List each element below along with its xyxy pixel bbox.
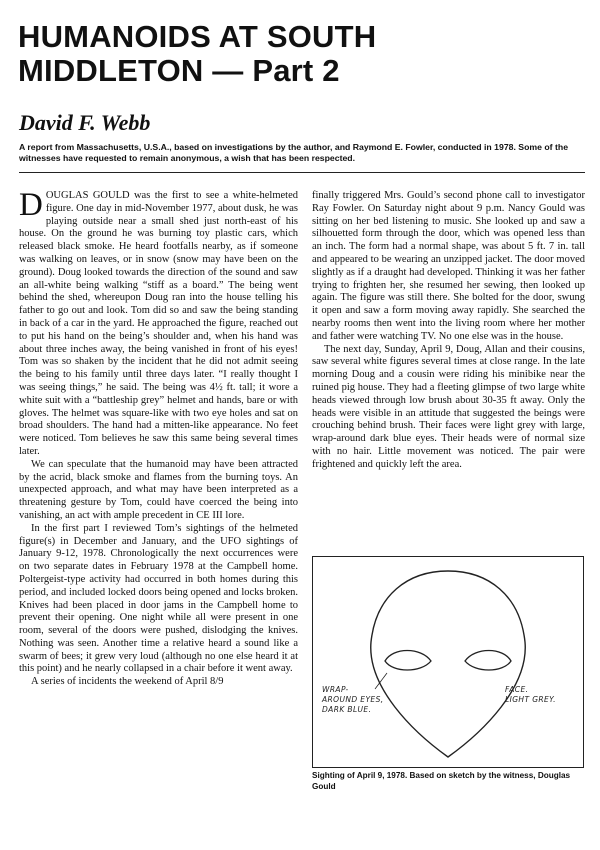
drop-cap: D [19,187,43,223]
article-title [18,20,578,88]
head-outline [371,571,525,757]
header-divider [19,172,585,173]
sketch-label-face: FACE. LIGHT GREY. [505,685,556,704]
body-paragraph: The next day, Sunday, April 9, Doug, Allan and their cousins, saw several white figures several times at close range. In the late morning Doug and a cousin were riding his minibike near the ruined pig house. They had a fleeting glimpse of two large white heads viewed through low brush about 30-35 ft away. Only the heads were visible in an attitude that suggested the beings were crouching behind brush. Their faces were light grey with large, wrap-around dark blue eyes. Their heads were of normal size with no hair. Little movement was noticed. The pair were frightened and quickly left the area. [312,343,585,470]
body-column-right [312,190,585,472]
body-column-left [19,187,298,689]
body-paragraph: A series of incidents the weekend of April 8/9 [31,676,224,688]
right-eye [465,651,511,671]
intro-standfirst: A report from Massachusetts, U.S.A., based on investigations by the author, and Raymond E. Fowler, conducted in 1978. Some of the witnesses have requested to remain anonymous, a wish that has been respected. [19,142,569,163]
article-title-line-2: MIDDLETON — Part 2 [18,53,340,88]
author-byline: David F. Webb [19,110,151,135]
body-paragraph: finally triggered Mrs. Gould’s second phone call to investigator Ray Fowler. On Saturday night about 9 p.m. Nancy Gould was sitting on her bed listening to music. She looked up and saw a silhouetted form through the door, which was opened less than an inch. The form had a normal shape, was about 5 ft. 7 in. tall and appeared to be wearing an unzipped jacket. The door moved slightly as if a draught had developed. Thinking it was her father trying to frighten her, she resumed her sewing, then looked up again. The figure was still there. She bolted for the door, swung it open and saw a form moving away rapidly. She searched the nearby rooms then went into the living room where her mother and father were watching TV. No one else was in the house. [312,190,585,342]
article-title-line-1: HUMANOIDS AT SOUTH [18,19,377,54]
figure-caption: Sighting of April 9, 1978. Based on sketch by the witness, Douglas Gould [312,771,571,791]
body-paragraph-text: OUGLAS GOULD was the first to see a white-helmeted figure. One day in mid-November 1977, about dusk, he was playing outside near a small shed just north-east of his house. On the ground he was burning toy plastic cars, which released black smoke. He heard footfalls nearby, as if someone was walking on leaves, or in snow (snow may have been on the ground). Doug looked towards the direction of the sound and saw an all-white being walking “stiff as a board.” The being went behind the shed, whereupon Doug ran into the house telling his father to go out and look. Tom did so and saw the being standing in back of a car in the yard. He approached the figure, reached out to put his hand on the being’s shoulder and, when his hand was about three inches away, the being vanished in front of his eyes! Tom was so shaken by the incident that he did not admit seeing the being to his family until three days later. “I really thought I was seeing things,” he said. The being was 4½ ft. tall; it wore a white suit with a “battleship grey” helmet and hands, bare or with gloves. The helmet was square-like with two eye holes and sat on broad shoulders. The hand had a mitten-like appearance. No feet were noticed. Tom believes he saw this same being several times later. [19,190,298,457]
body-paragraph: We can speculate that the humanoid may have been attracted by the acrid, black smoke and flames from the burning toys. An unexpected approach, and what may have been interpreted as a threatening gesture by Tom, could have coerced the being into vanishing, an act with ample precedent in CE III lore. [19,458,298,521]
sketch-label-eyes: WRAP- AROUND EYES, DARK BLUE. [322,685,384,714]
humanoid-head-sketch [313,557,583,767]
body-paragraph [19,187,298,459]
witness-sketch-figure [312,556,584,768]
body-paragraph: In the first part I reviewed Tom’s sightings of the helmeted figure(s) in December and January, and the UFO sightings of January 9-12, 1978. Chronologically the next occurrences were on two separate dates in February 1978 at the Campbell home. Poltergeist-type activity had occurred in both homes during this period, and included locked doors being opened and locks broken. Knives had been placed in door jams in the Campbell home to prevent their opening. One night while all were present in one room, several of the doors were pushed, dislodging the knives. Nothing was seen. Another time a relative heard a sound like a swarm of bees; it grew very loud (although no one else heard it at this point) and he nearly collapsed in a chair before it went away. [19,522,298,675]
left-eye [385,651,431,671]
